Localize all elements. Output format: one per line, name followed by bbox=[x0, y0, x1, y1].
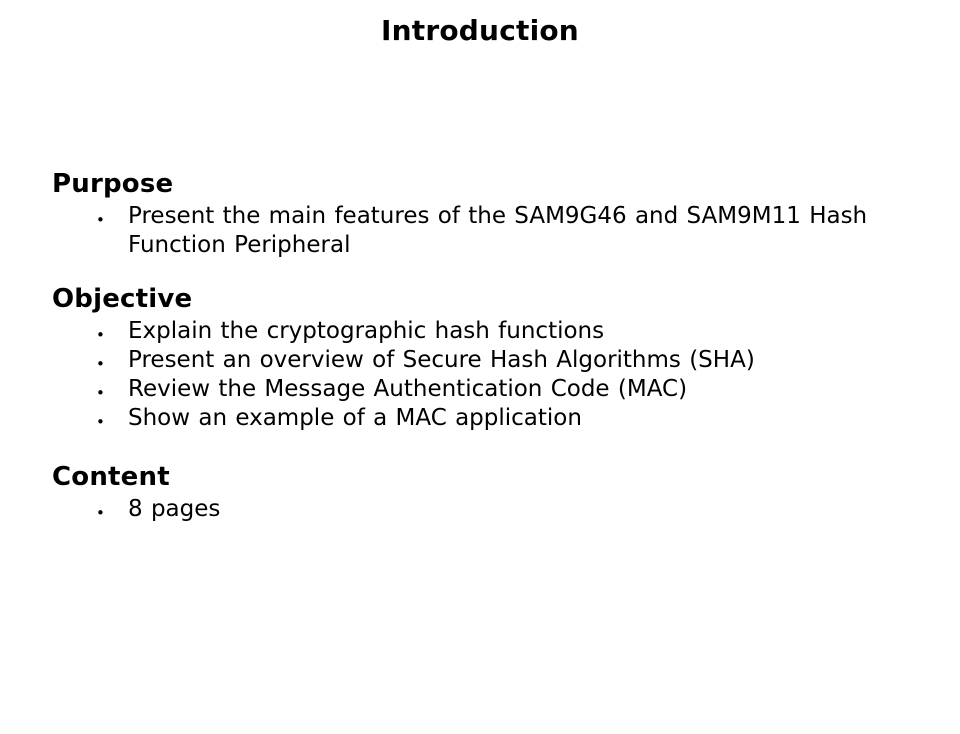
bullet-text: Show an example of a MAC application bbox=[128, 405, 582, 431]
section-purpose-heading: Purpose bbox=[52, 169, 174, 199]
bullet-item bbox=[52, 317, 888, 346]
bullet-icon: • bbox=[96, 413, 105, 431]
section-objective bbox=[52, 283, 960, 433]
bullet-item bbox=[52, 375, 888, 404]
bullet-icon: • bbox=[96, 504, 105, 522]
section-purpose-list bbox=[52, 202, 960, 260]
bullet-icon: • bbox=[96, 326, 105, 344]
section-content-list bbox=[52, 495, 960, 524]
section-content bbox=[52, 461, 960, 524]
bullet-item bbox=[52, 404, 888, 433]
section-objective-heading: Objective bbox=[52, 284, 193, 314]
bullet-item bbox=[52, 495, 888, 524]
bullet-text: Present an overview of Secure Hash Algorithms (SHA) bbox=[128, 347, 755, 373]
bullet-icon: • bbox=[96, 384, 105, 402]
slide-body bbox=[0, 48, 960, 524]
bullet-icon: • bbox=[96, 355, 105, 373]
section-purpose bbox=[52, 168, 960, 260]
bullet-item bbox=[52, 202, 888, 260]
bullet-text: Present the main features of the SAM9G46 and SAM9M11 Hash Function Peripheral bbox=[128, 203, 868, 258]
slide-title: Introduction bbox=[381, 14, 579, 47]
bullet-icon: • bbox=[96, 211, 105, 229]
bullet-text: 8 pages bbox=[128, 496, 221, 522]
bullet-text: Explain the cryptographic hash functions bbox=[128, 318, 605, 344]
bullet-item bbox=[52, 346, 888, 375]
section-content-heading: Content bbox=[52, 462, 170, 492]
section-objective-list bbox=[52, 317, 960, 433]
bullet-text: Review the Message Authentication Code (MAC) bbox=[128, 376, 688, 402]
presentation-slide bbox=[0, 14, 960, 734]
